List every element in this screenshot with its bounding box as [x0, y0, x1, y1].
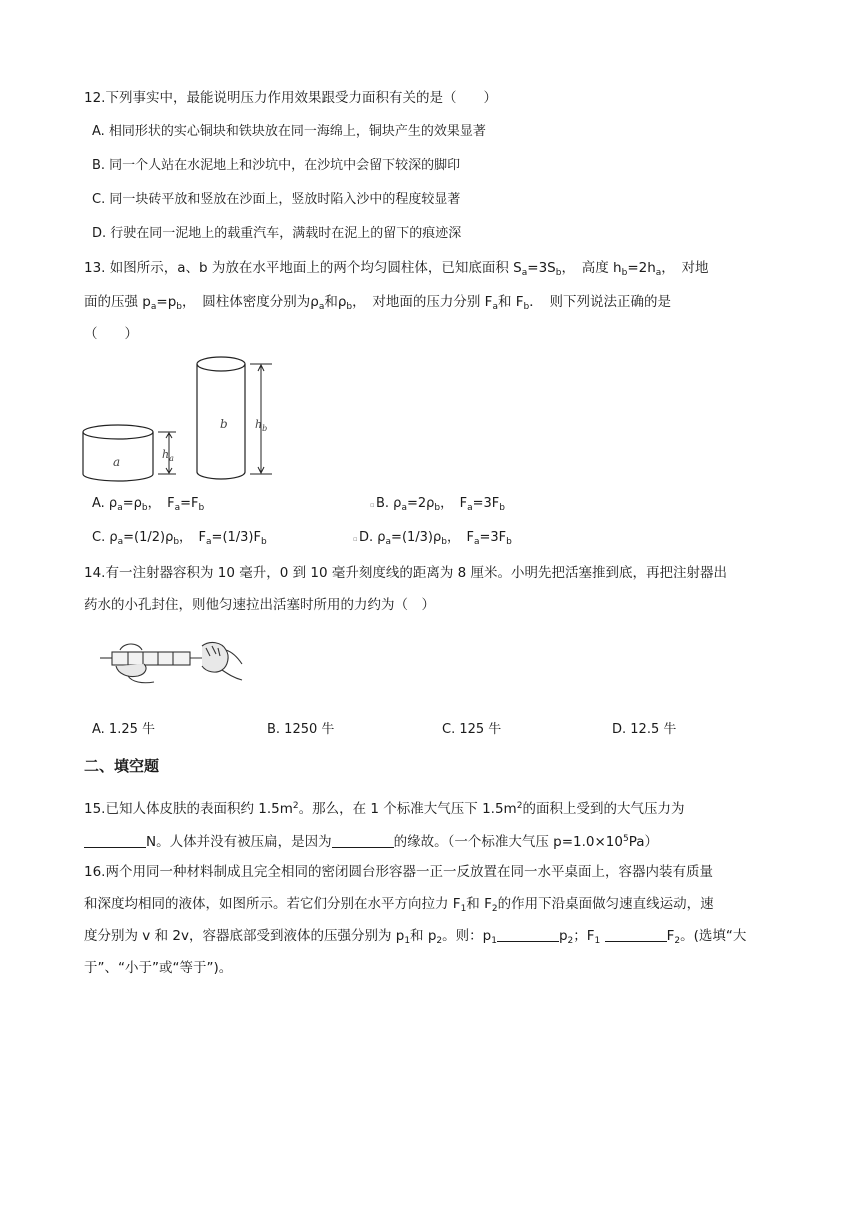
q12-option-d: D. 行驶在同一泥地上的载重汽车，满载时在泥上的留下的痕迹深	[92, 226, 462, 241]
q13-stem-line2: 面的压强 $p_a=p_b$， 圆柱体密度分别为$\rho_a$和$\rho_b$， 对地面的压力分别 $F_a$和 $F_b$． 则下列说法正确的是	[84, 294, 671, 312]
cylinders-figure	[80, 352, 280, 488]
bullet-dot: ▫	[370, 501, 375, 509]
q13-stem-line1: 13. 如图所示，a、b 为放在水平地面上的两个均匀圆柱体，已知底面积 $S_a=3S_b$， 高度 $h_b=2h_a$， 对地	[84, 260, 709, 278]
q12-option-b: B. 同一个人站在水泥地上和沙坑中，在沙坑中会留下较深的脚印	[92, 158, 461, 173]
q16-line3: 度分别为 v 和 2v，容器底部受到液体的压强分别为 $p_1$和 $p_2$。则：$p_1$ $p_2$；$F_1$ $F_2$。(选填“大	[84, 928, 747, 946]
q16-blank-2[interactable]	[605, 927, 667, 942]
q12-stem: 12.下列事实中，最能说明压力作用效果跟受力面积有关的是（ ）	[84, 90, 497, 106]
q16-blank-1[interactable]	[497, 927, 559, 942]
q16-line4: 于”、“小于”或“等于”)。	[84, 960, 233, 976]
q14-option-a: A. 1.25 牛	[92, 722, 156, 737]
q13-option-d: D. $\rho_a=(1/3)\rho_b$， $F_a=3F_b$	[359, 530, 512, 547]
cylinder-b-label: b	[220, 417, 228, 431]
q15-blank-1[interactable]	[84, 833, 146, 848]
q12-option-a: A. 相同形状的实心铜块和铁块放在同一海绵上，铜块产生的效果显著	[92, 124, 486, 139]
syringe-figure	[98, 636, 244, 686]
q13-stem-line3: （ ）	[84, 326, 138, 342]
q15-line1: 15.已知人体皮肤的表面积约 $1.5m^2$。那么，在 1 个标准大气压下 $1.5m^2$的面积上受到的大气压力为	[84, 801, 685, 817]
cylinder-a-label: a	[113, 455, 121, 469]
label-ha: $h_a$	[162, 448, 174, 463]
q12-option-c: C. 同一块砖平放和竖放在沙面上，竖放时陷入沙中的程度较显著	[92, 192, 461, 207]
q13-option-b: B. $\rho_a=2\rho_b$， $F_a=3F_b$	[376, 496, 505, 513]
q16-line1: 16.两个用同一种材料制成且完全相同的密闭圆台形容器一正一反放置在同一水平桌面上，容器内装有质量	[84, 864, 713, 880]
cylinder-a	[83, 425, 153, 481]
q13-option-c: C. $\rho_a=(1/2)\rho_b$， $F_a=(1/3)F_b$	[92, 530, 267, 547]
q14-stem-line1: 14.有一注射器容积为 10 毫升，0 到 10 毫升刻度线的距离为 8 厘米。小明先把活塞推到底，再把注射器出	[84, 565, 728, 581]
q14-stem-line2: 药水的小孔封住，则他匀速拉出活塞时所用的力约为（ ）	[84, 597, 435, 613]
section-title-fill-in: 二、填空题	[84, 757, 160, 775]
q15-line2: N。人体并没有被压扁，是因为 的缘故。（一个标准大气压 $p=1.0\times 10^5Pa$）	[84, 829, 658, 852]
bullet-dot: ▫	[353, 535, 358, 543]
q15-blank-2[interactable]	[332, 833, 394, 848]
q14-option-b: B. 1250 牛	[267, 722, 335, 737]
q16-line2: 和深度均相同的液体，如图所示。若它们分别在水平方向拉力 $F_1$和 $F_2$的作用下沿桌面做匀速直线运动，速	[84, 896, 714, 914]
label-hb: $h_b$	[255, 418, 268, 433]
q14-option-d: D. 12.5 牛	[612, 722, 677, 737]
q14-option-c: C. 125 牛	[442, 722, 502, 737]
q13-option-a: A. $\rho_a=\rho_b$， $F_a=F_b$	[92, 496, 205, 513]
